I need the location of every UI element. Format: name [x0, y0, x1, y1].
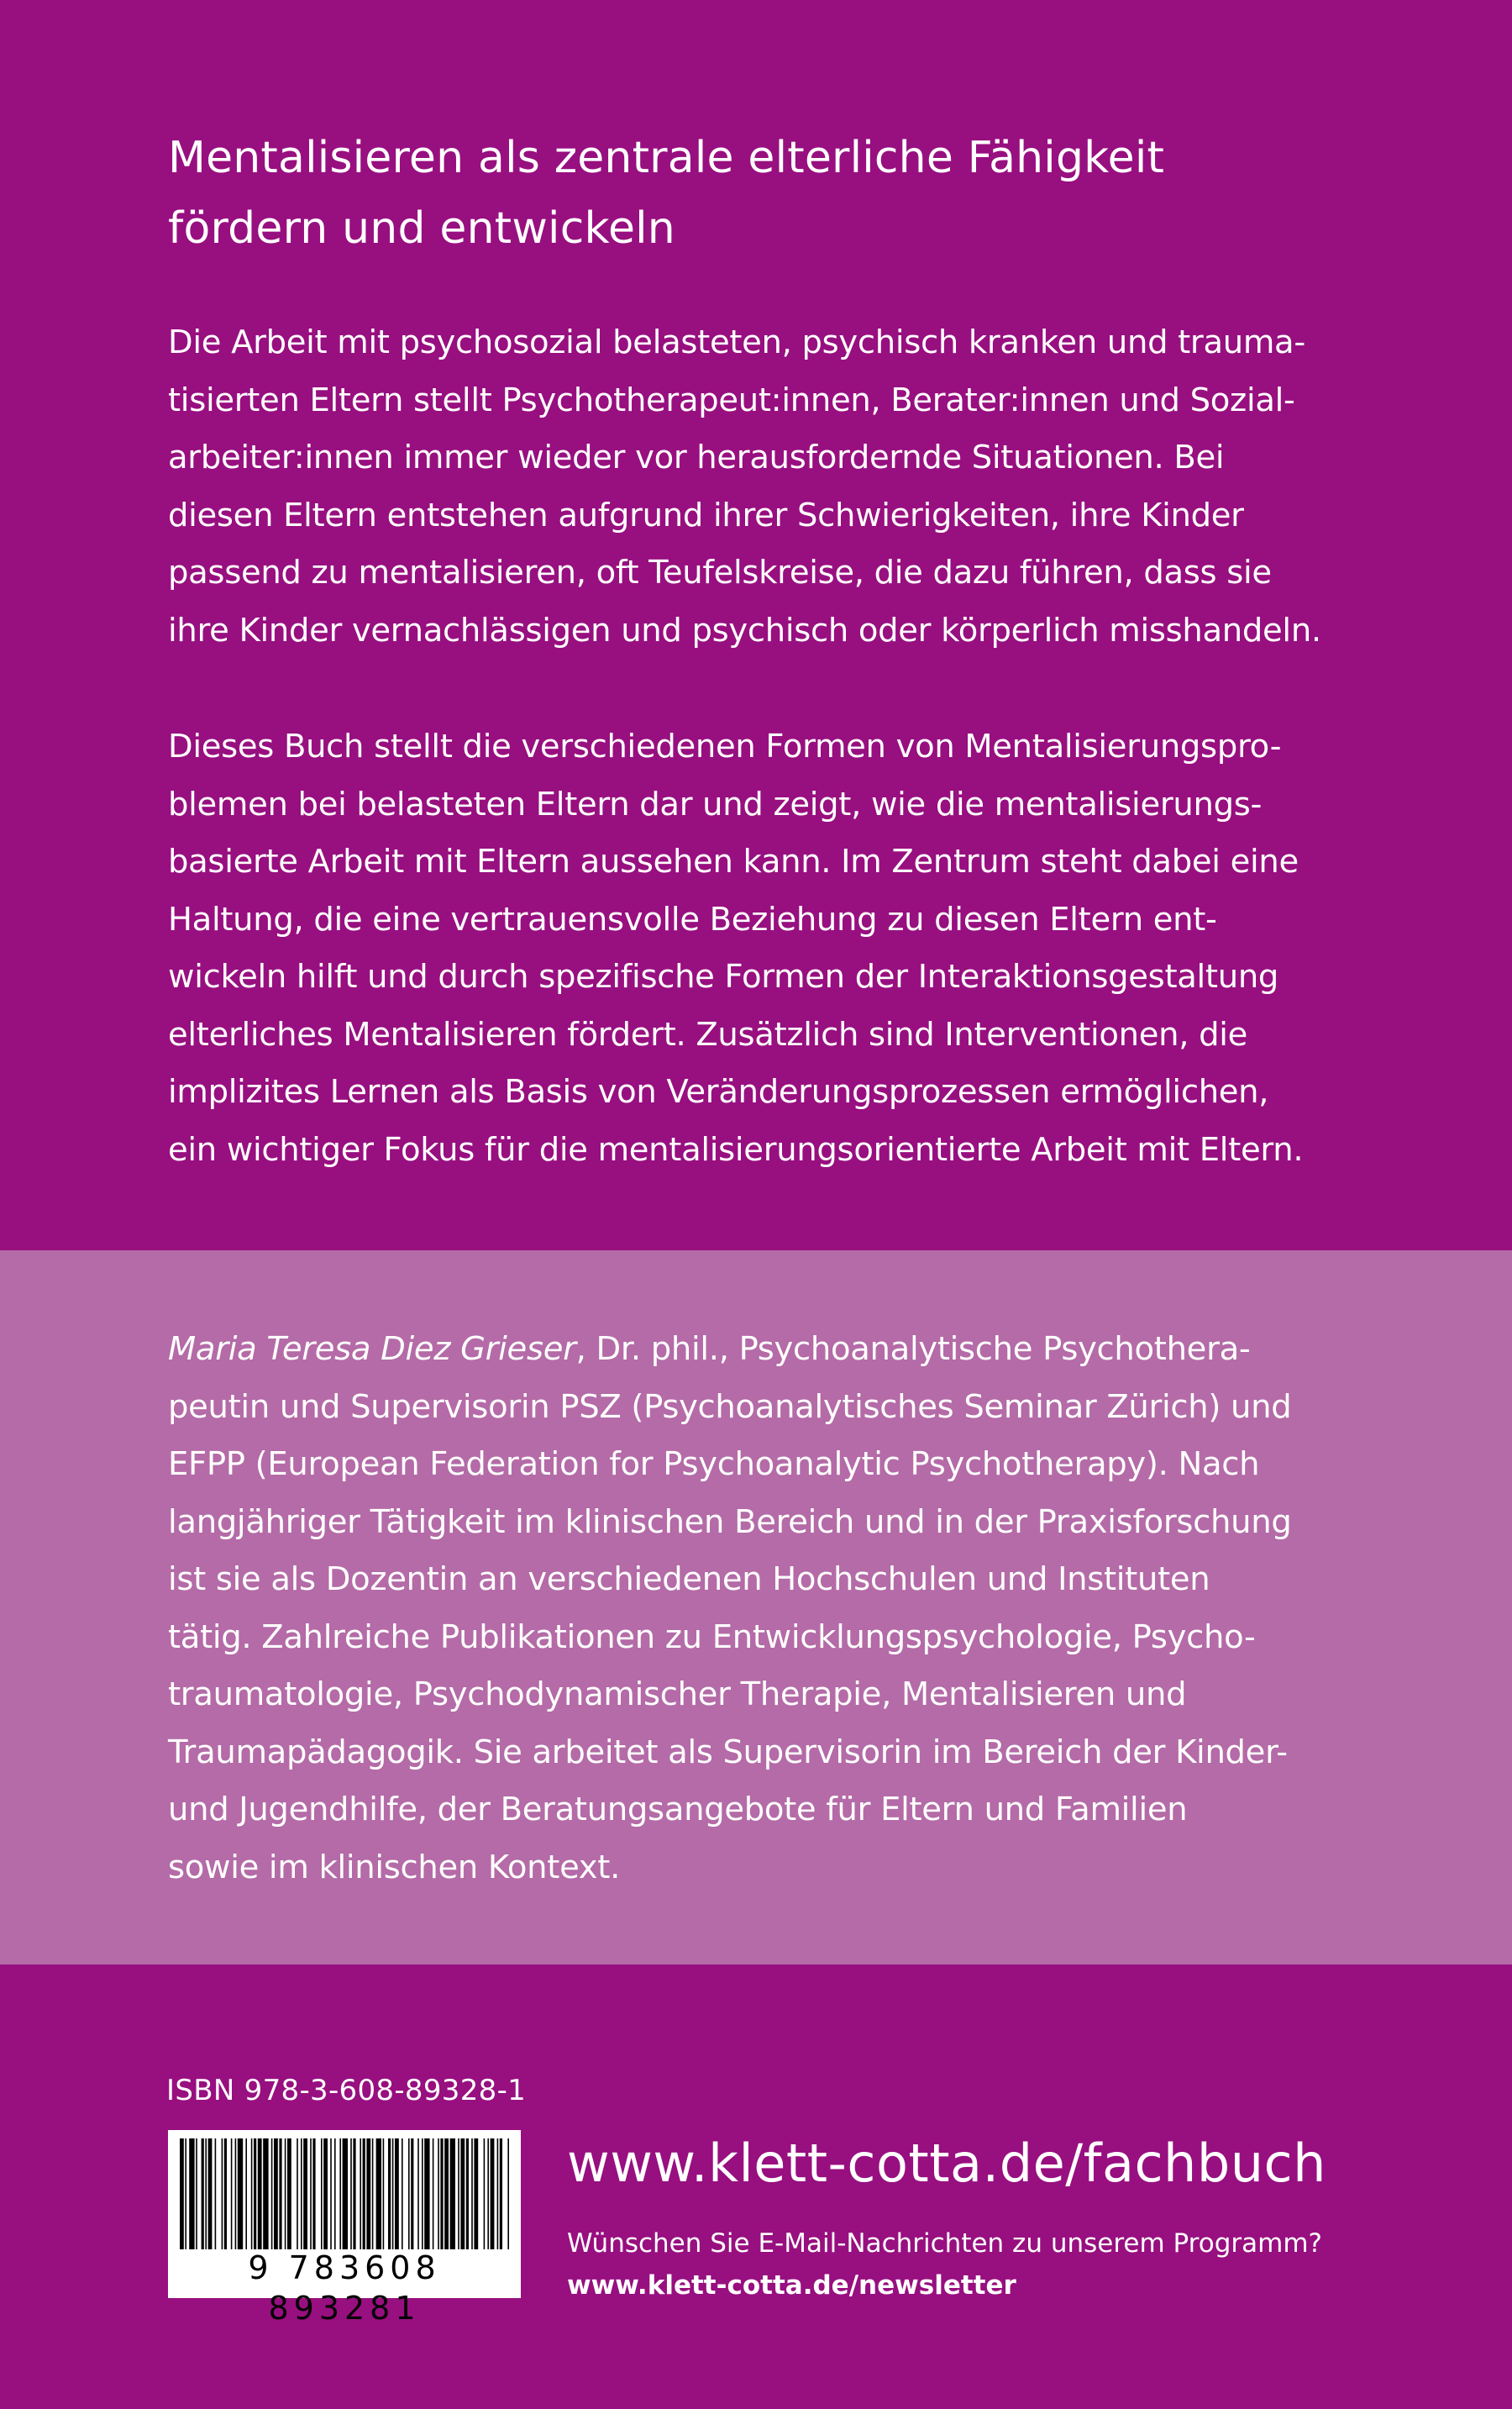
barcode-bar — [458, 2138, 459, 2249]
barcode-bar — [334, 2138, 336, 2249]
barcode-bar — [466, 2138, 469, 2249]
barcode-bar — [474, 2138, 478, 2249]
headline-line: fördern und entwickeln — [168, 203, 675, 254]
barcode-bar — [350, 2138, 352, 2249]
barcode-bar — [271, 2138, 273, 2249]
barcode-bar — [440, 2138, 443, 2249]
barcode-bar — [395, 2138, 399, 2249]
text-line: langjähriger Tätigkeit im klinischen Bereich und in der Praxisforschung — [168, 1502, 1292, 1541]
barcode-bar — [388, 2138, 391, 2249]
barcode-bar — [411, 2138, 413, 2249]
barcode-bar — [258, 2138, 262, 2249]
barcode-bar — [433, 2138, 434, 2249]
text-line — [168, 1321, 1361, 1379]
isbn-label: ISBN 978-3-608-89328-1 — [166, 2074, 527, 2107]
text-line: traumatologie, Psychodynamischer Therapie, Mentalisieren und — [168, 1675, 1187, 1713]
barcode-bar — [196, 2138, 197, 2249]
barcode-bar — [450, 2138, 455, 2249]
barcode-bar — [343, 2138, 348, 2249]
barcode-bar — [231, 2138, 233, 2249]
barcode-bar — [205, 2138, 207, 2249]
barcode-bar — [500, 2138, 502, 2249]
headline — [168, 123, 1361, 264]
barcode-bar — [402, 2138, 403, 2249]
barcode-bar — [245, 2138, 247, 2249]
barcode-bar — [471, 2138, 473, 2249]
barcode-bar — [487, 2138, 489, 2249]
text-line: ein wichtiger Fokus für die mentalisierungsorientierte Arbeit mit Eltern. — [168, 1130, 1304, 1169]
barcode-bar — [287, 2138, 291, 2249]
barcode-bar — [460, 2138, 465, 2249]
barcode-bar — [330, 2138, 332, 2249]
text-line: elterliches Mentalisieren fördert. Zusätzlich sind Interventionen, die — [168, 1015, 1247, 1054]
barcode-bar — [366, 2138, 370, 2249]
text-line: ist sie als Dozentin an verschiedenen Hochschulen und Instituten — [168, 1560, 1210, 1598]
barcode-bar — [438, 2138, 439, 2249]
barcode-bar — [310, 2138, 312, 2249]
barcode-bar — [189, 2138, 194, 2249]
barcode-bar — [222, 2138, 223, 2249]
text-line: Traumapädagogik. Sie arbeitet als Supervisorin im Bereich der Kinder- — [168, 1733, 1288, 1771]
text-line: blemen bei belasteten Eltern dar und zeigt, wie die mentalisierungs- — [168, 785, 1263, 823]
headline-line: Mentalisieren als zentrale elterliche Fähigkeit — [168, 133, 1165, 183]
barcode-bar — [321, 2138, 323, 2249]
text-line: basierte Arbeit mit Eltern aussehen kann. Im Zentrum steht dabei eine — [168, 843, 1299, 881]
barcode-bar — [202, 2138, 204, 2249]
author-bio — [168, 1321, 1361, 1896]
barcode-bar — [424, 2138, 429, 2249]
barcode-bar — [408, 2138, 410, 2249]
text-line: tisierten Eltern stellt Psychotherapeut:innen, Berater:innen und Sozial- — [168, 381, 1295, 419]
description-paragraph — [168, 718, 1361, 1179]
newsletter-link[interactable]: www.klett-cotta.de/newsletter — [567, 2270, 1016, 2301]
barcode-bar — [363, 2138, 365, 2249]
barcode-bar — [497, 2138, 499, 2249]
barcode-bar — [285, 2138, 286, 2249]
text-line: ihre Kinder vernachlässigen und psychisch oder körperlich misshandeln. — [168, 611, 1321, 650]
barcode-bar — [372, 2138, 374, 2249]
barcode-bar — [360, 2138, 361, 2249]
barcode-bar — [353, 2138, 355, 2249]
barcode-bar — [274, 2138, 278, 2249]
barcode-bar — [251, 2138, 253, 2249]
barcode-bar — [180, 2138, 184, 2249]
text-line: passend zu mentalisieren, oft Teufelskreise, die dazu führen, dass sie — [168, 554, 1272, 592]
barcode-bar — [279, 2138, 281, 2249]
text-line: und Jugendhilfe, der Beratungsangebote für Eltern und Familien — [168, 1791, 1188, 1828]
barcode-bar — [215, 2138, 217, 2249]
barcode-bar — [263, 2138, 268, 2249]
barcode-bar — [422, 2138, 423, 2249]
barcode-bar — [238, 2138, 243, 2249]
barcode-bar — [339, 2138, 341, 2249]
text-line: peutin und Supervisorin PSZ (Psychoanalytisches Seminar Zürich) und — [168, 1387, 1292, 1426]
text-line: wickeln hilft und durch spezifische Formen der Interaktionsgestaltung — [168, 958, 1279, 996]
barcode-bar — [444, 2138, 449, 2249]
barcode-bar — [383, 2138, 385, 2249]
intro-paragraph — [168, 314, 1361, 660]
barcode-bar — [491, 2138, 495, 2249]
barcode-bar — [301, 2138, 302, 2249]
text-line: arbeiter:innen immer wieder vor herausfordernde Situationen. Bei — [168, 439, 1225, 476]
barcode-bar — [484, 2138, 486, 2249]
text-line: Die Arbeit mit psychosozial belasteten, psychisch kranken und trauma- — [168, 323, 1305, 361]
author-credentials: , Dr. phil., Psychoanalytische Psychothera- — [575, 1330, 1251, 1368]
newsletter-prompt: Wünschen Sie E-Mail-Nachrichten zu unserem Programm? — [567, 2228, 1322, 2259]
barcode — [168, 2130, 521, 2327]
barcode-bar — [254, 2138, 256, 2249]
barcode-bar — [376, 2138, 381, 2249]
barcode-bar — [303, 2138, 307, 2249]
publisher-website-link[interactable]: www.klett-cotta.de/fachbuch — [567, 2133, 1326, 2194]
barcode-bar — [185, 2138, 186, 2249]
barcode-bar — [235, 2138, 237, 2249]
barcode-bar — [224, 2138, 227, 2249]
text-line: diesen Eltern entstehen aufgrund ihrer Schwierigkeiten, ihre Kinder — [168, 496, 1244, 534]
author-name: Maria Teresa Diez Grieser — [168, 1330, 576, 1368]
text-line: EFPP (European Federation for Psychoanalytic Psychotherapy). Nach — [168, 1445, 1260, 1483]
text-line: Dieses Buch stellt die verschiedenen Formen von Mentalisierungspro- — [168, 728, 1282, 765]
barcode-bar — [392, 2138, 394, 2249]
barcode-bar — [297, 2138, 298, 2249]
text-line: Haltung, die eine vertrauensvolle Beziehung zu diesen Eltern ent- — [168, 900, 1217, 939]
text-line: sowie im klinischen Kontext. — [168, 1848, 621, 1886]
barcode-bar — [312, 2138, 315, 2249]
barcode-bar — [507, 2138, 509, 2249]
text-line: implizites Lernen als Basis von Veränderungsprozessen ermöglichen, — [168, 1073, 1269, 1111]
barcode-bar — [323, 2138, 328, 2249]
barcode-digits: 9 783608 893281 — [248, 2249, 441, 2327]
text-line: tätig. Zahlreiche Publikationen zu Entwicklungspsychologie, Psycho- — [168, 1617, 1256, 1656]
barcode-bar — [417, 2138, 419, 2249]
barcode-bar — [208, 2138, 213, 2249]
